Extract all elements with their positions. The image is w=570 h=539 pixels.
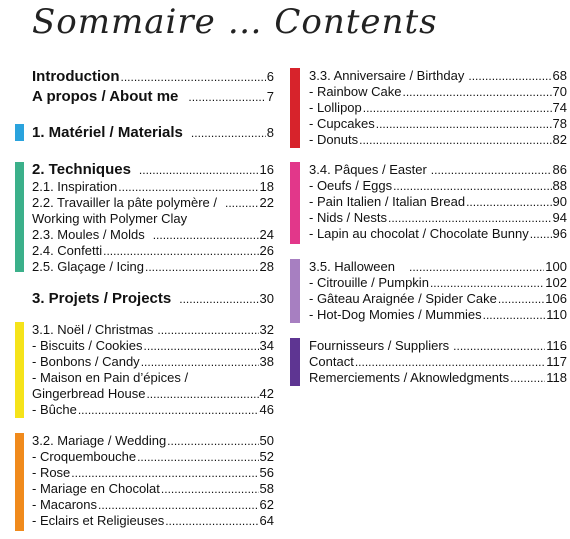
toc-entry-title: 3.3. Anniversaire / Birthday [309,68,465,83]
materials-section-bar [15,124,24,141]
leader-dots [403,84,552,100]
toc-entry-page: 117 [546,354,567,369]
toc-entry-page: 38 [259,354,274,369]
toc-entry-title: 3.4. Pâques / Easter [309,162,427,177]
toc-entry-title: - Biscuits / Cookies [32,338,143,353]
toc-entry-about[interactable] [32,88,274,106]
toc-entry[interactable] [309,178,567,194]
toc-entry-title: - Donuts [309,132,359,147]
toc-entry-page: 116 [546,338,567,353]
toc-entry-page: 46 [259,402,274,417]
toc-entry-title: - Bûche [32,402,77,417]
toc-entry-page: 106 [545,291,567,306]
toc-entry-page: 90 [552,194,567,209]
leader-dots [225,195,259,211]
toc-entry[interactable] [309,370,567,386]
toc-entry[interactable] [309,338,567,354]
toc-entry-title: Remerciements / Aknowledgments [309,370,510,385]
leader-dots [139,161,259,179]
toc-entry-title: - Bonbons / Candy [32,354,140,369]
toc-entry-page: 96 [552,226,567,241]
toc-entry-page: 64 [259,513,274,528]
techniques-section-bar [15,162,24,272]
toc-entry[interactable] [32,497,274,513]
toc-entry-page: 50 [259,433,274,448]
toc-entry-page: 74 [552,100,567,115]
toc-entry-page: 18 [259,179,274,194]
toc-entry-title: 1. Matériel / Materials [32,124,183,141]
leader-dots [165,513,258,529]
back-matter-section-bar [290,338,300,386]
toc-entry-projects[interactable] [32,290,274,308]
toc-entry-page: 86 [552,162,567,177]
toc-entry-title: - Croquembouche [32,449,137,464]
toc-entry-techniques[interactable] [32,161,274,179]
toc-entry-title: A propos / About me [32,88,179,105]
toc-entry-title: - Pain Italien / Italian Bread [309,194,466,209]
easter-section-bar [290,162,300,244]
leader-dots [146,386,258,402]
leader-dots [468,68,551,84]
toc-entry[interactable] [309,100,567,116]
toc-entry-page: 16 [259,162,274,177]
toc-entry-page: 102 [545,275,567,290]
leader-dots [453,338,545,354]
toc-entry-title: - Lapin au chocolat / Chocolate Bunny [309,226,529,241]
toc-entry-page: 22 [259,195,274,210]
toc-entry[interactable] [32,465,274,481]
halloween-section-bar [290,259,300,323]
leader-dots [530,226,552,242]
leader-dots [498,291,544,307]
toc-entry[interactable] [32,322,274,338]
toc-entry-title: - Oeufs / Eggs [309,178,393,193]
page-title: Sommaire … Contents [32,2,438,42]
toc-entry-title: - Rainbow Cake [309,84,402,99]
leader-dots [483,307,546,323]
leader-dots [431,162,552,178]
toc-entry-page: 94 [552,210,567,225]
toc-entry[interactable] [32,402,274,418]
toc-entry-page: 28 [259,259,274,274]
toc-entry-title: - Hot-Dog Momies / Mummies [309,307,482,322]
toc-entry-title: - Rose [32,465,71,480]
toc-entry-page: 34 [259,338,274,353]
toc-entry[interactable] [309,132,567,148]
toc-entry-page: 78 [552,116,567,131]
toc-entry-title: Fournisseurs / Suppliers [309,338,450,353]
toc-entry-continued[interactable] [32,370,274,386]
toc-entry-page: 42 [259,386,274,401]
toc-entry-title: Contact [309,354,354,369]
leader-dots [71,465,258,481]
toc-entry[interactable] [309,354,567,370]
toc-entry-title: - Macarons [32,497,98,512]
toc-entry-page: 68 [552,68,567,83]
toc-entry-page: 6 [266,69,274,84]
toc-entry-page: 62 [259,497,274,512]
toc-entry-title: 3.5. Halloween [309,259,395,274]
toc-entry-page: 7 [266,89,274,104]
leader-dots [393,178,551,194]
toc-entry[interactable] [32,195,274,211]
leader-dots [430,275,544,291]
toc-entry[interactable] [309,116,567,132]
leader-dots [161,481,259,497]
toc-entry[interactable] [309,84,567,100]
toc-entry[interactable] [309,210,567,226]
leader-dots [191,124,266,142]
wedding-section-bar [15,433,24,531]
toc-entry-page: 26 [259,243,274,258]
toc-entry-title: 3. Projets / Projects [32,290,172,307]
toc-entry-page: 82 [552,132,567,147]
leader-dots [145,259,259,275]
toc-entry[interactable] [32,481,274,497]
toc-entry[interactable] [32,338,274,354]
leader-dots [510,370,545,386]
toc-entry-page: 52 [259,449,274,464]
toc-entry[interactable] [32,433,274,449]
toc-entry-title: - Cupcakes [309,116,375,131]
christmas-section-bar [15,322,24,418]
toc-entry-title: - Eclairs et Religieuses [32,513,165,528]
leader-dots [103,243,258,259]
toc-entry-title: - Mariage en Chocolat [32,481,160,496]
toc-entry[interactable] [32,513,274,529]
leader-dots [355,354,545,370]
toc-entry-title: 2.2. Travailler la pâte polymère / [32,195,217,210]
toc-entry[interactable] [32,354,274,370]
leader-dots [137,449,258,465]
leader-dots [144,338,259,354]
toc-entry-page: 70 [552,84,567,99]
toc-entry-introduction[interactable] [32,68,274,86]
leader-dots [363,100,552,116]
toc-entry[interactable] [309,259,567,275]
toc-entry[interactable] [32,243,274,259]
toc-entry-page: 100 [545,259,567,274]
toc-entry-page: 56 [259,465,274,480]
toc-entry[interactable] [309,68,567,84]
toc-entry-page: 24 [259,227,274,242]
toc-entry-title: - Maison en Pain d’épices / [32,370,189,385]
toc-entry-title: Introduction [32,68,120,85]
toc-entry[interactable] [32,259,274,275]
leader-dots [376,116,552,132]
leader-dots [409,259,544,275]
toc-entry[interactable] [309,291,567,307]
leader-dots [141,354,259,370]
toc-entry-page: 32 [259,322,274,337]
leader-dots [98,497,259,513]
toc-entry-page: 58 [259,481,274,496]
leader-dots [188,88,265,106]
toc-entry[interactable] [309,226,567,242]
toc-entry[interactable] [309,275,567,291]
toc-entry-page: 110 [546,307,567,322]
leader-dots [466,194,551,210]
toc-entry-title: 2. Techniques [32,161,131,178]
toc-entry-title: 3.1. Noël / Christmas [32,322,154,337]
leader-dots [167,433,258,449]
leader-dots [359,132,551,148]
toc-entry[interactable] [309,194,567,210]
toc-entry-page: 30 [259,291,274,306]
toc-entry-title: - Nids / Nests [309,210,388,225]
toc-entry[interactable] [309,162,567,178]
leader-dots [179,290,258,308]
toc-entry-title: 2.1. Inspiration [32,179,118,194]
birthday-section-bar [290,68,300,148]
toc-entry[interactable] [309,307,567,323]
toc-entry[interactable] [32,227,274,243]
toc-entry-title: 3.2. Mariage / Wedding [32,433,167,448]
toc-entry-title: - Gâteau Araignée / Spider Cake [309,291,497,306]
toc-entry-page: 88 [552,178,567,193]
toc-entry-title: - Lollipop [309,100,362,115]
leader-dots [78,402,259,418]
toc-entry-materials[interactable] [32,124,274,142]
toc-entry-title: - Citrouille / Pumpkin [309,275,429,290]
toc-entry[interactable] [32,449,274,465]
leader-dots [157,322,258,338]
toc-entry-title: 2.4. Confetti [32,243,103,258]
toc-entry-title: Working with Polymer Clay [32,211,188,226]
toc-entry-continued[interactable] [32,211,274,227]
leader-dots [118,179,258,195]
toc-entry-page: 8 [266,125,274,140]
toc-entry-title: 2.5. Glaçage / Icing [32,259,145,274]
leader-dots [120,68,265,86]
leader-dots [388,210,552,226]
toc-entry-title: 2.3. Moules / Molds [32,227,145,242]
toc-entry-title: Gingerbread House [32,386,146,401]
toc-entry[interactable] [32,386,274,402]
toc-entry[interactable] [32,179,274,195]
leader-dots [153,227,259,243]
toc-entry-page: 118 [546,370,567,385]
